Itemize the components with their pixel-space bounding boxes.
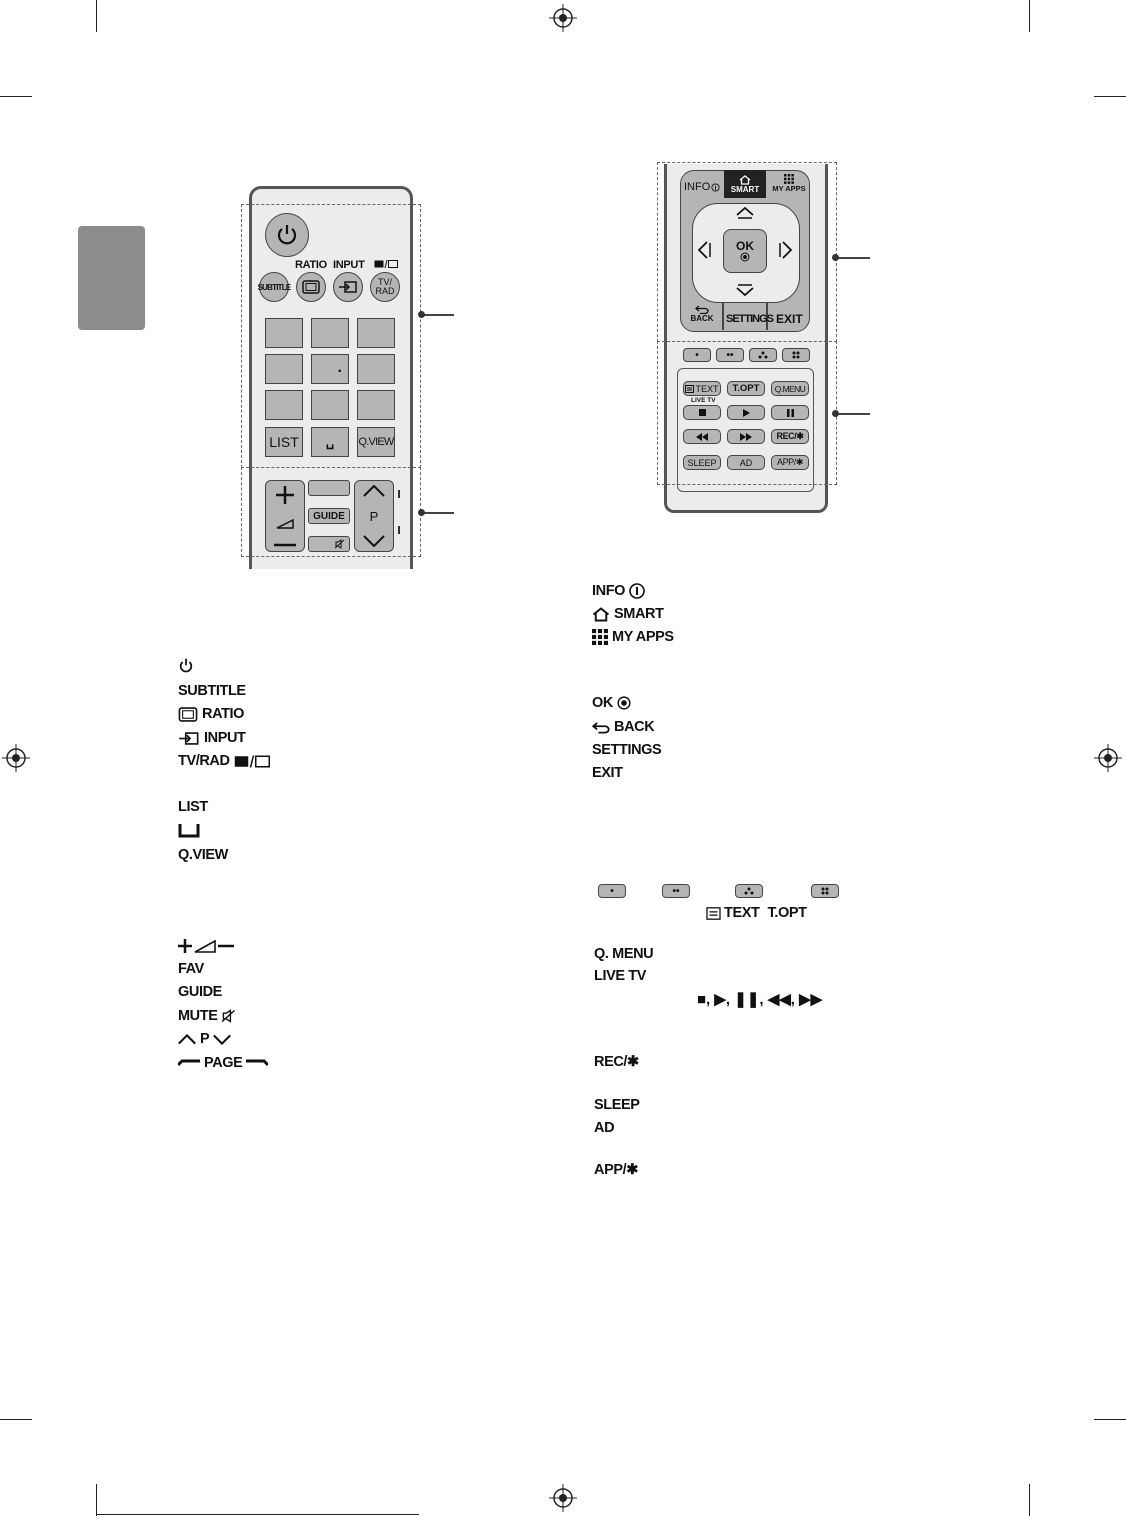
input-icon bbox=[339, 281, 357, 293]
volume-key[interactable] bbox=[265, 480, 305, 552]
arrow-down-icon[interactable] bbox=[736, 284, 754, 296]
crop-mark bbox=[0, 1419, 32, 1420]
number-key[interactable] bbox=[357, 318, 395, 348]
desc-red-key: • bbox=[598, 884, 626, 898]
apps-grid-icon bbox=[592, 629, 608, 645]
page-mark bbox=[398, 526, 400, 534]
blue-key[interactable] bbox=[782, 348, 810, 362]
callout-dot bbox=[832, 410, 839, 417]
registration-mark-icon bbox=[549, 4, 577, 32]
power-icon bbox=[178, 658, 194, 674]
ad-button[interactable]: AD bbox=[727, 455, 765, 470]
back-icon bbox=[592, 721, 610, 734]
power-icon bbox=[275, 223, 299, 247]
four-dots-icon bbox=[792, 351, 800, 359]
three-dots-icon bbox=[744, 887, 754, 895]
callout-line bbox=[838, 257, 870, 259]
desc-tvrad: TV/RAD bbox=[178, 753, 270, 769]
desc-input: INPUT bbox=[178, 730, 246, 746]
desc-channel: P bbox=[178, 1031, 231, 1047]
teletext-icon bbox=[685, 385, 694, 393]
number-key[interactable] bbox=[265, 354, 303, 384]
desc-settings: SETTINGS bbox=[592, 742, 662, 758]
rewind-button[interactable] bbox=[683, 429, 721, 444]
info-icon bbox=[711, 183, 720, 192]
language-tab bbox=[78, 226, 145, 330]
desc-live-tv: LIVE TV bbox=[594, 968, 646, 984]
desc-qmenu: Q. MENU bbox=[594, 946, 654, 962]
space-button[interactable]: ␣ bbox=[311, 427, 349, 457]
chevron-down-icon bbox=[363, 535, 385, 547]
fast-forward-button[interactable] bbox=[727, 429, 765, 444]
chevron-up-icon bbox=[178, 1034, 196, 1045]
volume-icon bbox=[276, 519, 294, 529]
list-button[interactable]: LIST bbox=[265, 427, 303, 457]
desc-mute: MUTE bbox=[178, 1008, 237, 1024]
stop-button[interactable] bbox=[683, 405, 721, 420]
desc-smart: SMART bbox=[592, 606, 664, 622]
dot-key[interactable]: . bbox=[311, 354, 349, 384]
apps-grid-icon bbox=[784, 174, 794, 184]
registration-mark-icon bbox=[1094, 744, 1122, 772]
pause-button[interactable] bbox=[771, 405, 809, 420]
info-icon bbox=[629, 583, 645, 599]
crop-mark bbox=[1094, 96, 1126, 97]
callout-dot bbox=[418, 311, 425, 318]
tv-rad-button[interactable]: TV/ RAD bbox=[370, 272, 400, 302]
guide-button[interactable]: GUIDE bbox=[308, 508, 350, 524]
chevron-down-icon bbox=[213, 1034, 231, 1045]
mute-icon bbox=[335, 539, 345, 549]
arrow-right-icon[interactable] bbox=[778, 241, 792, 259]
stop-icon bbox=[699, 409, 706, 416]
back-icon bbox=[695, 305, 709, 314]
input-label: INPUT bbox=[333, 259, 365, 271]
crop-mark bbox=[96, 1484, 97, 1516]
desc-subtitle: SUBTITLE bbox=[178, 683, 246, 699]
four-dots-icon bbox=[821, 887, 829, 895]
green-key[interactable]: •• bbox=[716, 348, 744, 362]
ratio-label: RATIO bbox=[295, 259, 327, 271]
desc-ok: OK bbox=[592, 695, 631, 711]
qmenu-button[interactable]: Q.MENU bbox=[771, 381, 809, 396]
teletext-icon bbox=[706, 907, 721, 920]
app-button[interactable]: APP/✱ bbox=[771, 455, 809, 470]
back-button[interactable]: BACK bbox=[683, 305, 721, 323]
crop-mark bbox=[0, 96, 32, 97]
crop-mark bbox=[96, 0, 97, 32]
desc-ratio: RATIO bbox=[178, 706, 244, 722]
number-key[interactable] bbox=[265, 318, 303, 348]
settings-button[interactable]: SETTINGS bbox=[726, 313, 774, 325]
callout-dot bbox=[418, 509, 425, 516]
registration-mark-icon bbox=[2, 744, 30, 772]
registration-mark-icon bbox=[549, 1484, 577, 1512]
topt-button[interactable]: T.OPT bbox=[727, 381, 765, 396]
my-apps-button[interactable]: MY APPS bbox=[770, 174, 808, 193]
sleep-button[interactable]: SLEEP bbox=[683, 455, 721, 470]
crop-mark bbox=[1029, 0, 1030, 32]
callout-line bbox=[838, 413, 870, 415]
desc-volume bbox=[178, 938, 234, 954]
tv-radio-icon bbox=[234, 754, 270, 769]
crop-mark bbox=[1029, 1484, 1030, 1516]
volume-plus-minus-icon bbox=[178, 938, 234, 954]
number-key[interactable] bbox=[357, 354, 395, 384]
desc-qview: Q.VIEW bbox=[178, 847, 228, 863]
input-button[interactable] bbox=[333, 272, 363, 302]
home-icon bbox=[592, 607, 610, 622]
number-key[interactable] bbox=[357, 390, 395, 420]
power-button[interactable] bbox=[265, 213, 309, 257]
desc-rec: REC/✱ bbox=[594, 1054, 639, 1070]
arrow-left-icon[interactable] bbox=[698, 241, 712, 259]
desc-sleep: SLEEP bbox=[594, 1097, 640, 1113]
page-left-mark-icon bbox=[178, 1059, 200, 1067]
info-button[interactable]: INFO bbox=[684, 181, 720, 193]
arrow-up-icon[interactable] bbox=[736, 207, 754, 219]
yellow-key[interactable] bbox=[749, 348, 777, 362]
ratio-icon bbox=[302, 280, 320, 294]
plus-icon bbox=[275, 485, 295, 505]
rec-button[interactable]: REC/✱ bbox=[771, 429, 809, 444]
desc-power bbox=[178, 658, 194, 674]
page-right-mark-icon bbox=[246, 1059, 268, 1067]
ratio-icon bbox=[178, 707, 198, 722]
nav-divider bbox=[722, 302, 724, 330]
fav-button[interactable] bbox=[308, 480, 350, 496]
desc-list: LIST bbox=[178, 799, 208, 815]
fast-forward-icon bbox=[740, 433, 752, 441]
smart-button[interactable]: SMART bbox=[724, 170, 766, 198]
chevron-up-icon bbox=[363, 485, 385, 497]
home-icon bbox=[739, 175, 751, 185]
space-icon bbox=[178, 824, 200, 838]
callout-line bbox=[422, 314, 454, 316]
desc-app: APP/✱ bbox=[594, 1162, 638, 1178]
wheel-icon bbox=[617, 696, 631, 710]
wheel-icon bbox=[740, 252, 750, 262]
crop-mark bbox=[1094, 1419, 1126, 1420]
mute-icon bbox=[221, 1009, 237, 1023]
text-button[interactable]: TEXT bbox=[683, 381, 721, 396]
three-dots-icon bbox=[758, 351, 768, 359]
desc-my-apps: MY APPS bbox=[592, 629, 674, 645]
desc-topt: T.OPT bbox=[767, 905, 807, 921]
minus-icon bbox=[274, 543, 296, 547]
pause-icon bbox=[787, 409, 794, 417]
channel-key[interactable]: P bbox=[354, 480, 394, 552]
live-tv-label: LIVE TV bbox=[691, 397, 716, 404]
tv-radio-icon bbox=[374, 259, 398, 269]
desc-exit: EXIT bbox=[592, 765, 623, 781]
callout-dot bbox=[832, 254, 839, 261]
red-key[interactable]: • bbox=[683, 348, 711, 362]
ok-button[interactable]: OK bbox=[723, 229, 767, 273]
rewind-icon bbox=[696, 433, 708, 441]
number-key[interactable] bbox=[311, 318, 349, 348]
desc-space bbox=[178, 824, 200, 838]
desc-yellow-key bbox=[735, 884, 763, 898]
desc-playback: ■, ▶, ❚❚, ◀◀, ▶▶ bbox=[697, 991, 823, 1008]
play-button[interactable] bbox=[727, 405, 765, 420]
number-key[interactable] bbox=[311, 390, 349, 420]
desc-text-topt bbox=[706, 905, 807, 921]
qview-button[interactable]: Q.VIEW bbox=[357, 427, 395, 457]
desc-fav: FAV bbox=[178, 961, 204, 977]
exit-button[interactable]: EXIT bbox=[776, 312, 803, 326]
desc-back: BACK bbox=[592, 719, 654, 735]
page-mark bbox=[398, 490, 400, 498]
desc-green-key: •• bbox=[662, 884, 690, 898]
callout-line bbox=[422, 512, 454, 514]
desc-page: PAGE bbox=[178, 1055, 268, 1071]
desc-guide: GUIDE bbox=[178, 984, 222, 1000]
desc-ad: AD bbox=[594, 1120, 615, 1136]
ratio-button[interactable] bbox=[296, 272, 326, 302]
desc-blue-key bbox=[811, 884, 839, 898]
number-key[interactable] bbox=[265, 390, 303, 420]
play-icon bbox=[743, 409, 750, 417]
desc-text: TEXT bbox=[706, 905, 759, 921]
input-icon bbox=[178, 732, 200, 745]
crop-mark bbox=[97, 1514, 419, 1515]
subtitle-button[interactable]: SUBTITLE bbox=[259, 272, 289, 302]
mute-button[interactable] bbox=[308, 536, 350, 552]
desc-info: INFO bbox=[592, 583, 645, 599]
